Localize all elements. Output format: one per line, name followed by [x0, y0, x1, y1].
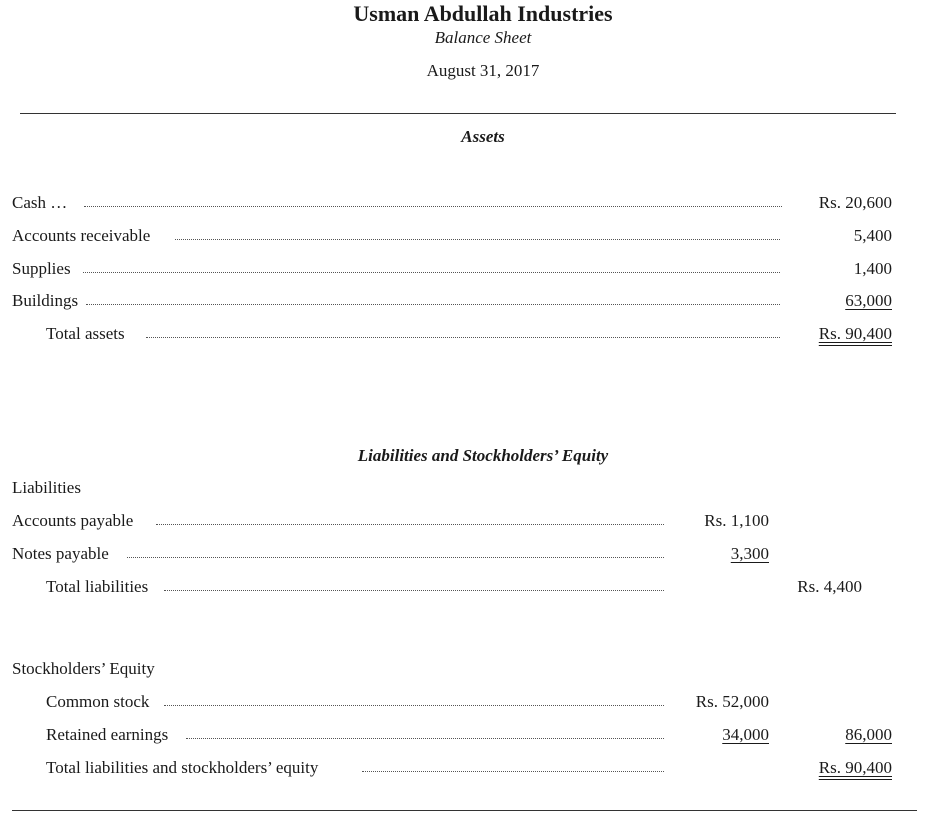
leader-dots	[175, 239, 780, 240]
row-amount: 5,400	[853, 226, 892, 245]
row-label: Notes payable	[12, 544, 109, 563]
leader-dots	[164, 705, 664, 706]
row-amount: 1,400	[853, 259, 892, 278]
row-label: Total assets	[46, 324, 125, 343]
row-amount: 63,000	[845, 291, 892, 310]
total-equity-amount: 86,000	[845, 725, 892, 744]
leader-dots	[86, 304, 780, 305]
header-divider	[20, 113, 896, 114]
liabilities-title: Liabilities	[12, 478, 81, 497]
assets-heading: Assets	[461, 127, 505, 146]
total-liabilities-equity-amount: Rs. 90,400	[818, 758, 892, 777]
statement-title: Balance Sheet	[434, 28, 532, 47]
leader-dots	[156, 524, 664, 525]
row-label: Total liabilities and stockholders’ equity	[46, 758, 319, 777]
row-label: Retained earnings	[46, 725, 169, 744]
row-amount: Rs. 20,600	[818, 193, 892, 212]
footer-divider	[12, 810, 917, 811]
row-amount: 34,000	[722, 725, 769, 744]
leader-dots	[127, 557, 664, 558]
equity-title: Stockholders’ Equity	[12, 659, 155, 678]
row-amount: Rs. 52,000	[695, 692, 769, 711]
row-label: Cash …	[12, 193, 68, 212]
row-amount: 3,300	[730, 544, 769, 563]
leader-dots	[186, 738, 664, 739]
company-name: Usman Abdullah Industries	[353, 1, 613, 26]
row-label: Accounts receivable	[12, 226, 151, 245]
leader-dots	[164, 590, 664, 591]
liabilities-equity-heading: Liabilities and Stockholders’ Equity	[357, 446, 609, 465]
row-label: Common stock	[46, 692, 150, 711]
statement-date: August 31, 2017	[426, 61, 540, 80]
leader-dots	[362, 771, 664, 772]
leader-dots	[83, 272, 780, 273]
total-assets-amount: Rs. 90,400	[818, 324, 892, 343]
row-label: Accounts payable	[12, 511, 134, 530]
total-liabilities-amount: Rs. 4,400	[797, 577, 862, 596]
row-amount: Rs. 1,100	[704, 511, 769, 530]
row-label: Total liabilities	[46, 577, 149, 596]
leader-dots	[84, 206, 782, 207]
leader-dots	[146, 337, 780, 338]
row-label: Supplies	[12, 259, 71, 278]
row-label: Buildings	[12, 291, 79, 310]
